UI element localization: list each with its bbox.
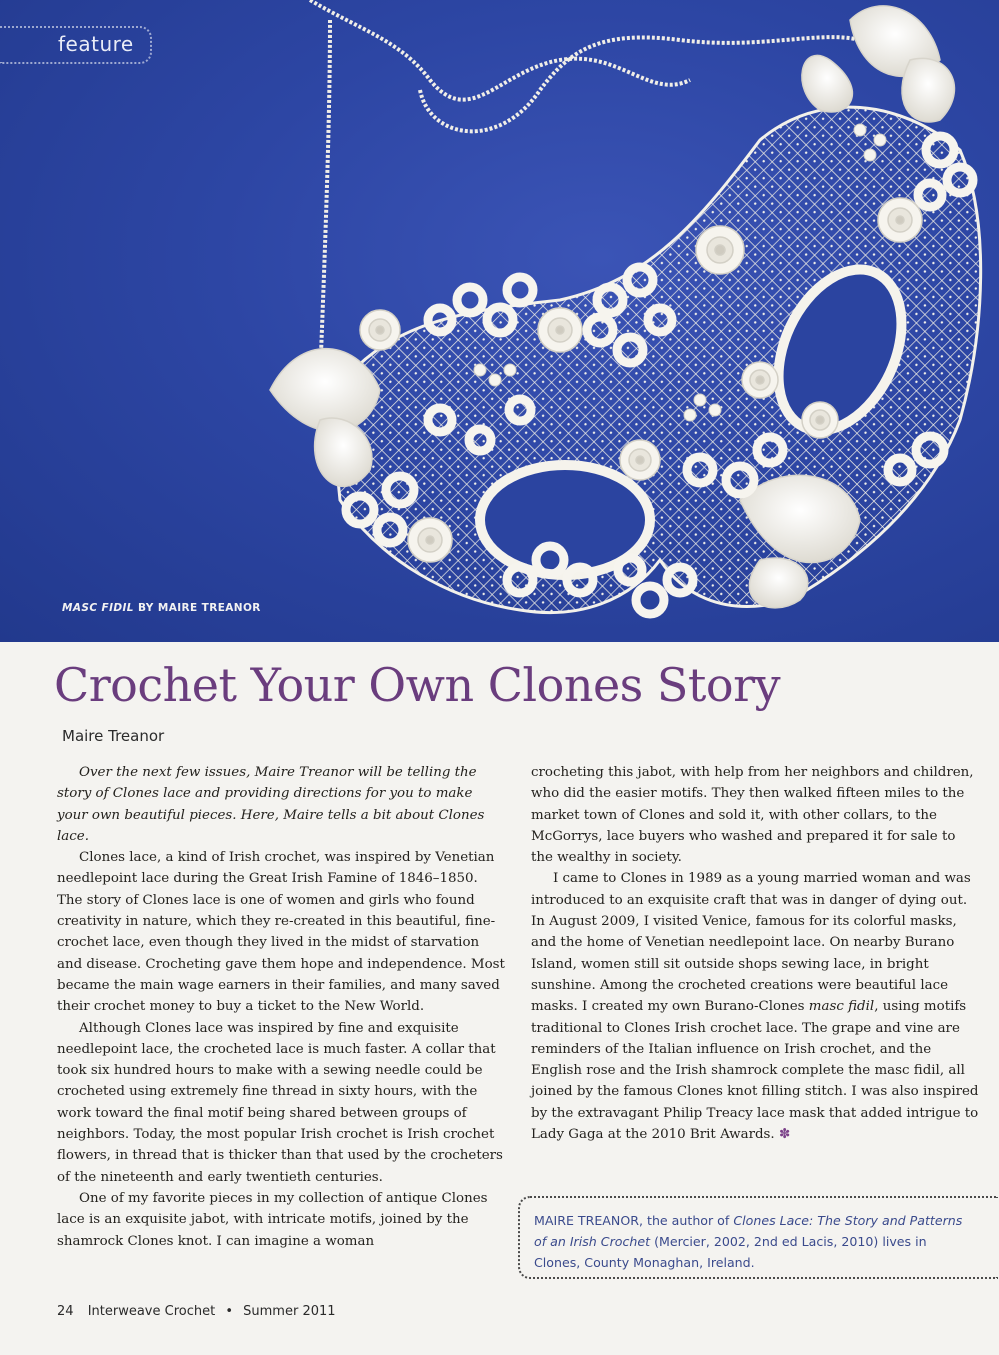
- article-paragraph: One of my favorite pieces in my collection of antique Clones lace is an exquisite jabot, with intricate motifs, joined by the shamrock Clones knot. I can imagine a woman: [57, 1190, 488, 1249]
- photo-credit-by: BY MAIRE TREANOR: [133, 602, 261, 614]
- author-bio-text: [534, 1210, 974, 1273]
- author-bio-box: [518, 1196, 998, 1279]
- section-tag-label: feature: [58, 32, 134, 56]
- bio-lead: MAIRE TREANOR, the author of: [534, 1213, 734, 1228]
- article-intro: Over the next few issues, Maire Treanor will be telling the story of Clones lace and providing directions for you to make your own beautiful pieces. Here, Maire tells a bit about Clones lace.: [57, 765, 485, 844]
- hero-photo: [0, 0, 999, 642]
- magazine-name: Interweave Crochet: [87, 1304, 216, 1319]
- page-number: 24: [57, 1304, 74, 1319]
- section-tag: [0, 26, 152, 64]
- article-title: Crochet Your Own Clones Story: [54, 658, 781, 712]
- page-footer: [57, 1304, 336, 1319]
- article-column-left: [57, 762, 505, 1252]
- article-paragraph: Clones lace, a kind of Irish crochet, was inspired by Venetian needlepoint lace during the Great Irish Famine of 1846–1850. The story of Clones lace is one of women and girls who found creativity in nature, which they re-created in this beautiful, fine-crochet lace, even though they lived in the midst of starvation and disease. Crocheting gave them hope and independence. Most became the main wage earners in their families, and many saved their crochet money to buy a ticket to the New World.: [57, 850, 505, 1015]
- issue-date: Summer 2011: [243, 1304, 336, 1319]
- photo-credit: [62, 602, 261, 614]
- bio-tail: (Mercier, 2002, 2nd ed Lacis, 2010) lives in Clones, County Monaghan, Ireland.: [534, 1234, 927, 1270]
- paragraph-text: , using motifs traditional to Clones Irish crochet lace. The grape and vine are reminders of the Italian influence on Irish crochet, and the English rose and the Irish shamrock complete the masc fidil, all joined by the famous Clones knot filling stitch. I was also inspired by the extravagant Philip Treacy lace mask that added intrigue to Lady Gaga at the 2010 Brit Awards.: [531, 999, 979, 1143]
- article-paragraph: Although Clones lace was inspired by fine and exquisite needlepoint lace, the crocheted lace is much faster. A collar that took six hundred hours to make with a sewing needle could be crocheted using extremely fine thread in sixty hours, with the work toward the final motif being shared between groups of neighbors. Today, the most popular Irish crochet is Irish crochet flowers, in thread that is thicker than that used by the crocheters of the nineteenth and early twentieth centuries.: [57, 1020, 503, 1185]
- bio-book-title: Clones Lace: The Story and Patterns of an Irish Crochet: [534, 1213, 963, 1249]
- footer-separator: •: [225, 1304, 234, 1319]
- article-column-right: [531, 762, 979, 1145]
- paragraph-italic-text: masc fidil: [808, 999, 875, 1015]
- lace-mask-illustration: [0, 0, 999, 642]
- paragraph-text: I came to Clones in 1989 as a young married woman and was introduced to an exquisite craft that was in danger of dying out. In August 2009, I visited Venice, famous for its colorful masks, and the home of Venetian needlepoint lace. On nearby Burano Island, women still sit outside shops sewing lace, in bright sunshine. Among the crocheted creations were beautiful lace masks. I created my own Burano-Clones: [531, 871, 971, 1015]
- end-mark-icon: ✽: [778, 1127, 791, 1143]
- article-paragraph: [531, 868, 979, 1145]
- article-paragraph: crocheting this jabot, with help from her neighbors and children, who did the easier motifs. They then walked fifteen miles to the market town of Clones and sold it, with other collars, to the McGorrys, lace buyers who washed and prepared it for sale to the wealthy in society.: [531, 765, 974, 866]
- article-author: Maire Treanor: [62, 727, 165, 745]
- photo-credit-title: MASC FIDIL: [62, 602, 134, 614]
